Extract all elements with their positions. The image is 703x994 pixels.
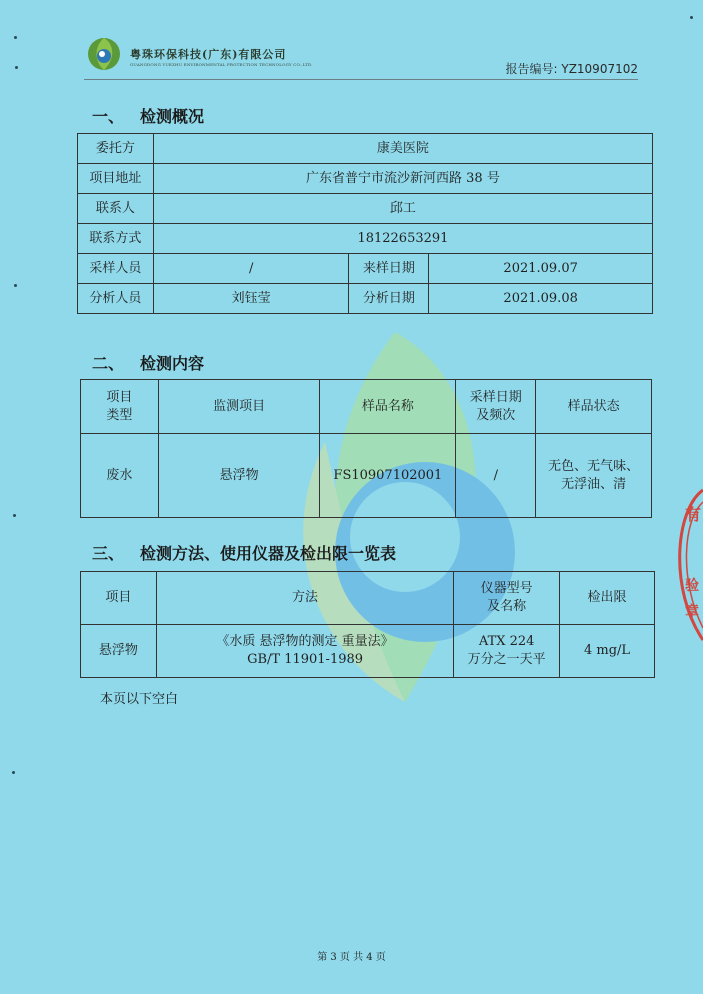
section-1-title: 一、 检测概况 xyxy=(92,107,205,126)
header-state: 样品状态 xyxy=(536,380,652,434)
client-value: 康美医院 xyxy=(153,134,652,164)
header-item: 监测项目 xyxy=(158,380,320,434)
svg-text:章: 章 xyxy=(685,604,699,620)
header-type: 项目 类型 xyxy=(81,380,159,434)
margin-mark xyxy=(690,16,693,19)
table-row xyxy=(81,434,652,518)
row-instrument: ATX 224 万分之一天平 xyxy=(454,625,560,678)
phone-label: 联系方式 xyxy=(78,224,154,254)
table-row xyxy=(78,194,653,224)
table-row xyxy=(78,164,653,194)
address-label: 项目地址 xyxy=(78,164,154,194)
table-header-row xyxy=(81,380,652,434)
leaf-logo-icon xyxy=(84,34,124,74)
header-limit: 检出限 xyxy=(560,572,655,625)
address-value: 广东省普宁市流沙新河西路 38 号 xyxy=(153,164,652,194)
company-name-en: GUANGDONG YUEZHU ENVIRONMENTAL PROTECTION TECHNOLOGY CO.,LTD. xyxy=(130,62,313,67)
contact-value: 邱工 xyxy=(153,194,652,224)
row-item: 悬浮物 xyxy=(158,434,320,518)
row-sample-name: FS10907102001 xyxy=(320,434,456,518)
client-label: 委托方 xyxy=(78,134,154,164)
sample-date-value: 2021.09.07 xyxy=(429,254,653,284)
company-logo xyxy=(84,34,313,78)
margin-mark xyxy=(12,771,15,774)
row-date-freq: / xyxy=(456,434,536,518)
analysis-date-label: 分析日期 xyxy=(349,284,429,314)
margin-mark xyxy=(14,36,17,39)
blank-note: 本页以下空白 xyxy=(100,692,179,707)
analyst-value: 刘钰莹 xyxy=(153,284,349,314)
svg-text:验: 验 xyxy=(685,578,699,594)
svg-text:有: 有 xyxy=(685,505,702,524)
row-state: 无色、无气味、 无浮油、清 xyxy=(536,434,652,518)
header-sample-name: 样品名称 xyxy=(320,380,456,434)
header-divider xyxy=(84,79,638,80)
row-type: 废水 xyxy=(81,434,159,518)
header-instrument: 仪器型号 及名称 xyxy=(454,572,560,625)
header-date-freq: 采样日期 及频次 xyxy=(456,380,536,434)
section-2-title: 二、 检测内容 xyxy=(92,354,205,373)
phone-value: 18122653291 xyxy=(153,224,652,254)
margin-mark xyxy=(15,66,18,69)
table-header-row xyxy=(81,572,655,625)
contact-label: 联系人 xyxy=(78,194,154,224)
content-table xyxy=(80,379,652,518)
header-item: 项目 xyxy=(81,572,157,625)
table-row xyxy=(78,224,653,254)
method-table xyxy=(80,571,655,678)
section-3-title: 三、 检测方法、使用仪器及检出限一览表 xyxy=(92,544,397,563)
margin-mark xyxy=(13,514,16,517)
sampler-label: 采样人员 xyxy=(78,254,154,284)
table-row xyxy=(78,284,653,314)
header-method: 方法 xyxy=(156,572,453,625)
report-number: 报告编号: YZ10907102 xyxy=(505,62,638,76)
table-row xyxy=(78,254,653,284)
company-name-cn: 粤珠环保科技(广东)有限公司 xyxy=(130,48,287,61)
table-row xyxy=(78,134,653,164)
analyst-label: 分析人员 xyxy=(78,284,154,314)
red-seal-stamp xyxy=(655,480,703,650)
row-item: 悬浮物 xyxy=(81,625,157,678)
sample-date-label: 来样日期 xyxy=(349,254,429,284)
analysis-date-value: 2021.09.08 xyxy=(429,284,653,314)
row-method: 《水质 悬浮物的测定 重量法》 GB/T 11901-1989 xyxy=(156,625,453,678)
table-row xyxy=(81,625,655,678)
page-footer: 第 3 页 共 4 页 xyxy=(317,952,386,963)
overview-table xyxy=(77,133,653,314)
margin-mark xyxy=(14,284,17,287)
sampler-value: / xyxy=(153,254,349,284)
row-limit: 4 mg/L xyxy=(560,625,655,678)
